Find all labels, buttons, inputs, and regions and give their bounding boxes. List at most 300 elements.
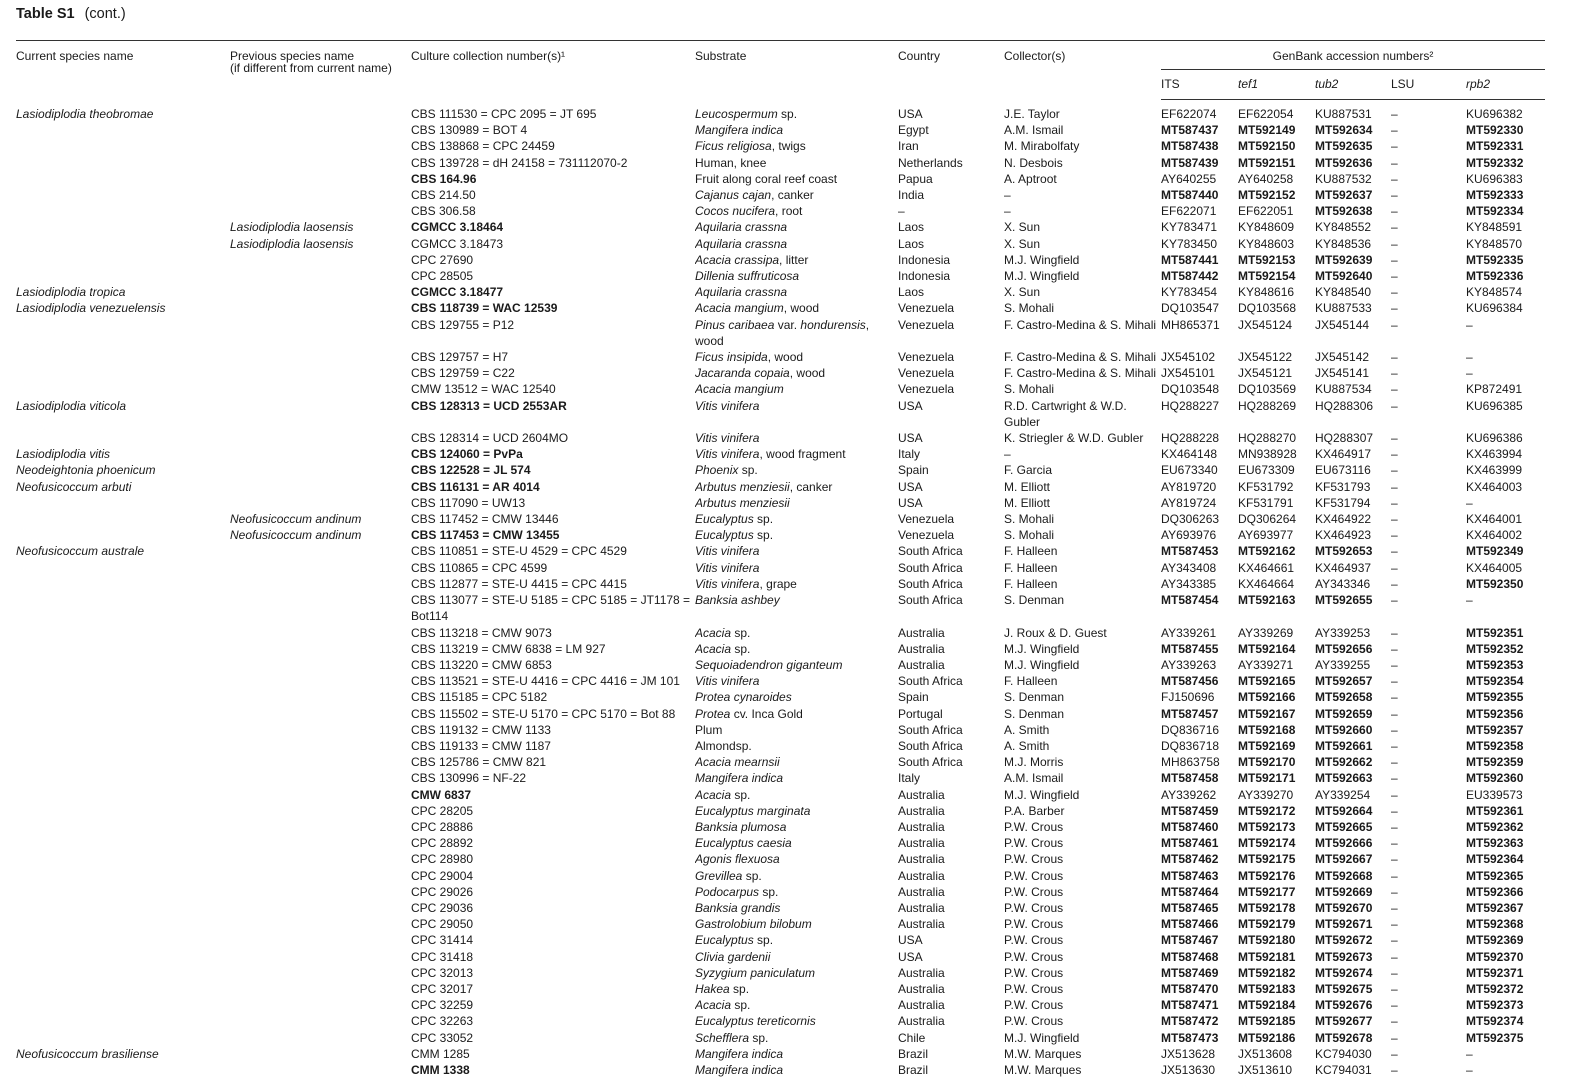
- culture-collection-cell: CPC 31418: [411, 949, 695, 965]
- previous-species-cell: [230, 365, 411, 381]
- lsu-cell: –: [1391, 100, 1466, 123]
- country-cell: South Africa: [898, 576, 1004, 592]
- current-species-cell: [16, 965, 230, 981]
- text-run: cv. Inca Gold: [730, 707, 802, 721]
- text-run: CBS 128313 = UCD 2553AR: [411, 399, 567, 413]
- lsu-cell: –: [1391, 997, 1466, 1013]
- culture-collection-cell: CPC 29050: [411, 916, 695, 932]
- previous-species-cell: [230, 560, 411, 576]
- substrate-cell: [695, 738, 898, 754]
- its-cell: HQ288227: [1161, 398, 1238, 430]
- tef1-cell: MT592173: [1238, 819, 1315, 835]
- table-row: [16, 770, 1545, 786]
- lsu-cell: –: [1391, 673, 1466, 689]
- country-cell: South Africa: [898, 673, 1004, 689]
- lsu-cell: –: [1391, 932, 1466, 948]
- collectors-cell: P.W. Crous: [1004, 900, 1161, 916]
- tef1-cell: MT592172: [1238, 803, 1315, 819]
- tef1-cell: HQ288270: [1238, 430, 1315, 446]
- tub2-cell: KF531794: [1315, 495, 1391, 511]
- table-row: [16, 138, 1545, 154]
- text-run: , wood: [695, 318, 869, 348]
- substrate-cell: [695, 511, 898, 527]
- country-cell: Australia: [898, 997, 1004, 1013]
- rpb2-cell: KU696384: [1466, 300, 1545, 316]
- table-row: [16, 576, 1545, 592]
- tub2-cell: KU887534: [1315, 381, 1391, 397]
- country-cell: Iran: [898, 138, 1004, 154]
- lsu-cell: –: [1391, 689, 1466, 705]
- rpb2-cell: KX463999: [1466, 462, 1545, 478]
- text-run: Vitis vinifera: [695, 447, 759, 461]
- text-run: CBS 164.96: [411, 172, 476, 186]
- current-species-cell: Neofusicoccum brasiliense: [16, 1046, 230, 1062]
- text-run: Syzygium paniculatum: [695, 966, 815, 980]
- table-body: [16, 100, 1545, 1078]
- substrate-cell: [695, 592, 898, 624]
- country-cell: Australia: [898, 916, 1004, 932]
- its-cell: EF622074: [1161, 100, 1238, 123]
- tub2-cell: MT592658: [1315, 689, 1391, 705]
- previous-species-cell: [230, 803, 411, 819]
- collectors-cell: X. Sun: [1004, 219, 1161, 235]
- culture-collection-cell: CGMCC 3.18473: [411, 236, 695, 252]
- substrate-cell: [695, 155, 898, 171]
- substrate-cell: [695, 819, 898, 835]
- tef1-cell: MT592162: [1238, 543, 1315, 559]
- previous-species-cell: [230, 673, 411, 689]
- rpb2-cell: MT592354: [1466, 673, 1545, 689]
- current-species-cell: Lasiodiplodia venezuelensis: [16, 300, 230, 316]
- text-run: Mangifera indica: [695, 771, 783, 785]
- its-cell: MT587471: [1161, 997, 1238, 1013]
- tub2-cell: HQ288306: [1315, 398, 1391, 430]
- tef1-cell: AY339269: [1238, 625, 1315, 641]
- rpb2-cell: KX464003: [1466, 479, 1545, 495]
- country-cell: Australia: [898, 657, 1004, 673]
- tub2-cell: MT592668: [1315, 868, 1391, 884]
- country-cell: Australia: [898, 787, 1004, 803]
- its-cell: MT587465: [1161, 900, 1238, 916]
- rpb2-cell: –: [1466, 495, 1545, 511]
- its-cell: MT587468: [1161, 949, 1238, 965]
- current-species-cell: [16, 835, 230, 851]
- text-run: Arbutus menziesii: [695, 496, 790, 510]
- culture-collection-cell: [411, 787, 695, 803]
- current-species-cell: [16, 592, 230, 624]
- header-locus-rpb2: rpb2: [1466, 70, 1545, 100]
- collectors-cell: M.J. Wingfield: [1004, 787, 1161, 803]
- tub2-cell: JX545142: [1315, 349, 1391, 365]
- country-cell: USA: [898, 949, 1004, 965]
- collectors-cell: S. Mohali: [1004, 527, 1161, 543]
- country-cell: Portugal: [898, 706, 1004, 722]
- tub2-cell: KU887533: [1315, 300, 1391, 316]
- rpb2-cell: MT592375: [1466, 1030, 1545, 1046]
- text-run: CBS 117453 = CMW 13455: [411, 528, 559, 542]
- collectors-cell: A. Smith: [1004, 738, 1161, 754]
- tub2-cell: KY848536: [1315, 236, 1391, 252]
- tef1-cell: MT592185: [1238, 1013, 1315, 1029]
- tub2-cell: MT592655: [1315, 592, 1391, 624]
- current-species-cell: [16, 495, 230, 511]
- substrate-cell: [695, 657, 898, 673]
- collectors-cell: X. Sun: [1004, 236, 1161, 252]
- collectors-cell: –: [1004, 187, 1161, 203]
- tef1-cell: MN938928: [1238, 446, 1315, 462]
- text-run: , wood: [790, 366, 825, 380]
- country-cell: Netherlands: [898, 155, 1004, 171]
- tub2-cell: EU673116: [1315, 462, 1391, 478]
- current-species-cell: [16, 949, 230, 965]
- text-run: Arbutus menziesii: [695, 480, 790, 494]
- its-cell: MT587453: [1161, 543, 1238, 559]
- culture-collection-cell: CPC 28505: [411, 268, 695, 284]
- table-row: [16, 819, 1545, 835]
- lsu-cell: –: [1391, 706, 1466, 722]
- current-species-cell: [16, 657, 230, 673]
- text-run: Mangifera indica: [695, 123, 783, 137]
- current-species-cell: [16, 981, 230, 997]
- its-cell: AY819720: [1161, 479, 1238, 495]
- text-run: Hakea: [695, 982, 730, 996]
- substrate-cell: [695, 284, 898, 300]
- culture-collection-cell: CBS 138868 = CPC 24459: [411, 138, 695, 154]
- table-row: [16, 268, 1545, 284]
- rpb2-cell: MT592334: [1466, 203, 1545, 219]
- country-cell: Papua: [898, 171, 1004, 187]
- country-cell: Venezuela: [898, 317, 1004, 349]
- previous-species-cell: [230, 155, 411, 171]
- previous-species-cell: [230, 398, 411, 430]
- its-cell: DQ836718: [1161, 738, 1238, 754]
- text-run: , wood: [784, 301, 819, 315]
- text-run: Acacia: [695, 626, 731, 640]
- collectors-cell: M. Elliott: [1004, 479, 1161, 495]
- collectors-cell: J.E. Taylor: [1004, 100, 1161, 123]
- tef1-cell: MT592171: [1238, 770, 1315, 786]
- table-row: [16, 997, 1545, 1013]
- its-cell: MT587454: [1161, 592, 1238, 624]
- culture-collection-cell: CPC 28980: [411, 851, 695, 867]
- culture-collection-cell: [411, 171, 695, 187]
- current-species-cell: [16, 932, 230, 948]
- tef1-cell: MT592183: [1238, 981, 1315, 997]
- tub2-cell: MT592676: [1315, 997, 1391, 1013]
- collectors-cell: P.W. Crous: [1004, 965, 1161, 981]
- tef1-cell: MT592175: [1238, 851, 1315, 867]
- culture-collection-cell: CPC 28892: [411, 835, 695, 851]
- previous-species-cell: [230, 932, 411, 948]
- table-row: [16, 722, 1545, 738]
- collectors-cell: P.W. Crous: [1004, 949, 1161, 965]
- tef1-cell: EF622051: [1238, 203, 1315, 219]
- culture-collection-cell: CBS 110865 = CPC 4599: [411, 560, 695, 576]
- tef1-cell: MT592167: [1238, 706, 1315, 722]
- text-run: CMM 1338: [411, 1063, 470, 1077]
- rpb2-cell: –: [1466, 592, 1545, 624]
- tef1-cell: MT592152: [1238, 187, 1315, 203]
- culture-collection-cell: [411, 527, 695, 543]
- collectors-cell: M. Elliott: [1004, 495, 1161, 511]
- previous-species-cell: [230, 300, 411, 316]
- collectors-cell: A.M. Ismail: [1004, 122, 1161, 138]
- text-run: sp.: [731, 998, 750, 1012]
- lsu-cell: –: [1391, 365, 1466, 381]
- country-cell: Australia: [898, 900, 1004, 916]
- previous-species-cell: [230, 900, 411, 916]
- its-cell: MT587457: [1161, 706, 1238, 722]
- text-run: Schefflera: [695, 1031, 749, 1045]
- substrate-cell: [695, 900, 898, 916]
- substrate-cell: [695, 965, 898, 981]
- tef1-cell: MT592184: [1238, 997, 1315, 1013]
- its-cell: AY339261: [1161, 625, 1238, 641]
- text-run: CBS 116131 = AR 4014: [411, 480, 540, 494]
- text-run: Eucalyptus caesia: [695, 836, 792, 850]
- rpb2-cell: MT592369: [1466, 932, 1545, 948]
- current-species-cell: Neofusicoccum arbuti: [16, 479, 230, 495]
- table-caption: [16, 6, 126, 22]
- table-row: [16, 738, 1545, 754]
- tub2-cell: MT592639: [1315, 252, 1391, 268]
- text-run: Vitis vinifera: [695, 544, 759, 558]
- tub2-cell: MT592659: [1315, 706, 1391, 722]
- previous-species-cell: [230, 317, 411, 349]
- text-run: CMW 6837: [411, 788, 471, 802]
- collectors-cell: P.W. Crous: [1004, 1013, 1161, 1029]
- substrate-cell: [695, 851, 898, 867]
- table-row: [16, 203, 1545, 219]
- current-species-cell: [16, 722, 230, 738]
- text-run: Acacia: [695, 788, 731, 802]
- collectors-cell: A. Smith: [1004, 722, 1161, 738]
- table-row: [16, 543, 1545, 559]
- substrate-cell: [695, 138, 898, 154]
- tef1-cell: KY848616: [1238, 284, 1315, 300]
- collectors-cell: M.W. Marques: [1004, 1046, 1161, 1062]
- collectors-cell: M.J. Wingfield: [1004, 268, 1161, 284]
- lsu-cell: –: [1391, 317, 1466, 349]
- culture-collection-cell: CMM 1285: [411, 1046, 695, 1062]
- substrate-cell: [695, 462, 898, 478]
- tub2-cell: AY339253: [1315, 625, 1391, 641]
- rpb2-cell: MT592362: [1466, 819, 1545, 835]
- country-cell: Venezuela: [898, 365, 1004, 381]
- substrate-cell: [695, 576, 898, 592]
- current-species-cell: [16, 219, 230, 235]
- country-cell: Australia: [898, 868, 1004, 884]
- current-species-cell: [16, 349, 230, 365]
- tef1-cell: JX545121: [1238, 365, 1315, 381]
- previous-species-cell: [230, 462, 411, 478]
- previous-species-cell: [230, 479, 411, 495]
- rpb2-cell: MT592331: [1466, 138, 1545, 154]
- header-locus-lsu: LSU: [1391, 70, 1466, 100]
- tef1-cell: MT592182: [1238, 965, 1315, 981]
- tef1-cell: HQ288269: [1238, 398, 1315, 430]
- text-run: Banksia plumosa: [695, 820, 786, 834]
- its-cell: AY819724: [1161, 495, 1238, 511]
- text-run: , canker: [771, 188, 814, 202]
- substrate-cell: [695, 381, 898, 397]
- tef1-cell: KF531792: [1238, 479, 1315, 495]
- collectors-cell: M.J. Wingfield: [1004, 641, 1161, 657]
- tef1-cell: MT592186: [1238, 1030, 1315, 1046]
- text-run: Eucalyptus tereticornis: [695, 1014, 816, 1028]
- lsu-cell: –: [1391, 171, 1466, 187]
- country-cell: Australia: [898, 981, 1004, 997]
- country-cell: USA: [898, 100, 1004, 123]
- culture-collection-cell: CBS 214.50: [411, 187, 695, 203]
- country-cell: Laos: [898, 284, 1004, 300]
- text-run: Cajanus cajan: [695, 188, 771, 202]
- rpb2-cell: MT592359: [1466, 754, 1545, 770]
- collectors-cell: P.W. Crous: [1004, 819, 1161, 835]
- country-cell: Australia: [898, 835, 1004, 851]
- substrate-cell: [695, 835, 898, 851]
- text-run: Ficus religiosa: [695, 139, 772, 153]
- current-species-cell: [16, 560, 230, 576]
- tef1-cell: KY848603: [1238, 236, 1315, 252]
- text-run: Mangifera indica: [695, 1063, 783, 1077]
- lsu-cell: –: [1391, 187, 1466, 203]
- its-cell: MT587462: [1161, 851, 1238, 867]
- table-row: [16, 835, 1545, 851]
- collectors-cell: F. Castro-Medina & S. Mihali: [1004, 317, 1161, 349]
- text-run: sp.: [749, 1031, 768, 1045]
- culture-collection-cell: CPC 29004: [411, 868, 695, 884]
- current-species-cell: Neofusicoccum australe: [16, 543, 230, 559]
- table-row: [16, 673, 1545, 689]
- previous-species-cell: [230, 884, 411, 900]
- its-cell: JX545101: [1161, 365, 1238, 381]
- table-row: [16, 625, 1545, 641]
- culture-collection-cell: CPC 29036: [411, 900, 695, 916]
- substrate-cell: [695, 1030, 898, 1046]
- country-cell: Chile: [898, 1030, 1004, 1046]
- text-run: Podocarpus: [695, 885, 759, 899]
- tub2-cell: KC794031: [1315, 1062, 1391, 1078]
- tub2-cell: KX464922: [1315, 511, 1391, 527]
- country-cell: Venezuela: [898, 511, 1004, 527]
- previous-species-cell: [230, 268, 411, 284]
- rpb2-cell: MT592358: [1466, 738, 1545, 754]
- rpb2-cell: KU696386: [1466, 430, 1545, 446]
- tub2-cell: JX545141: [1315, 365, 1391, 381]
- its-cell: JX545102: [1161, 349, 1238, 365]
- table-row: [16, 252, 1545, 268]
- country-cell: Venezuela: [898, 527, 1004, 543]
- its-cell: KX464148: [1161, 446, 1238, 462]
- tef1-cell: AY693977: [1238, 527, 1315, 543]
- current-species-cell: [16, 770, 230, 786]
- lsu-cell: –: [1391, 252, 1466, 268]
- collectors-cell: P.W. Crous: [1004, 835, 1161, 851]
- tub2-cell: MT592663: [1315, 770, 1391, 786]
- previous-species-cell: [230, 835, 411, 851]
- substrate-cell: [695, 122, 898, 138]
- previous-species-cell: [230, 1030, 411, 1046]
- substrate-cell: [695, 252, 898, 268]
- substrate-cell: [695, 981, 898, 997]
- tub2-cell: MT592678: [1315, 1030, 1391, 1046]
- tub2-cell: AY339255: [1315, 657, 1391, 673]
- lsu-cell: –: [1391, 122, 1466, 138]
- current-species-cell: [16, 738, 230, 754]
- text-run: , twigs: [772, 139, 806, 153]
- its-cell: MT587473: [1161, 1030, 1238, 1046]
- rpb2-cell: EU339573: [1466, 787, 1545, 803]
- country-cell: Laos: [898, 219, 1004, 235]
- tub2-cell: KU887531: [1315, 100, 1391, 123]
- current-species-cell: Lasiodiplodia tropica: [16, 284, 230, 300]
- culture-collection-cell: CMW 13512 = WAC 12540: [411, 381, 695, 397]
- text-run: sp.: [742, 869, 761, 883]
- rpb2-cell: MT592374: [1466, 1013, 1545, 1029]
- previous-species-cell: [230, 203, 411, 219]
- rpb2-cell: MT592360: [1466, 770, 1545, 786]
- tef1-cell: JX513608: [1238, 1046, 1315, 1062]
- tub2-cell: MT592675: [1315, 981, 1391, 997]
- its-cell: MH865371: [1161, 317, 1238, 349]
- tub2-cell: MT592661: [1315, 738, 1391, 754]
- lsu-cell: –: [1391, 479, 1466, 495]
- lsu-cell: –: [1391, 900, 1466, 916]
- current-species-cell: [16, 851, 230, 867]
- culture-collection-cell: CBS 113521 = STE-U 4416 = CPC 4416 = JM 101: [411, 673, 695, 689]
- country-cell: South Africa: [898, 738, 1004, 754]
- previous-species-cell: Neofusicoccum andinum: [230, 527, 411, 543]
- data-table: [16, 40, 1545, 1078]
- lsu-cell: –: [1391, 236, 1466, 252]
- substrate-cell: [695, 625, 898, 641]
- table-row: [16, 932, 1545, 948]
- substrate-cell: [695, 770, 898, 786]
- text-run: sp.: [730, 982, 749, 996]
- collectors-cell: F. Halleen: [1004, 673, 1161, 689]
- rpb2-cell: MT592372: [1466, 981, 1545, 997]
- tef1-cell: MT592179: [1238, 916, 1315, 932]
- previous-species-cell: [230, 641, 411, 657]
- table-row: [16, 300, 1545, 316]
- current-species-cell: [16, 122, 230, 138]
- tub2-cell: MT592672: [1315, 932, 1391, 948]
- tef1-cell: MT592163: [1238, 592, 1315, 624]
- text-run: Vitis vinifera: [695, 577, 759, 591]
- collectors-cell: –: [1004, 446, 1161, 462]
- culture-collection-cell: CPC 29026: [411, 884, 695, 900]
- country-cell: Australia: [898, 1013, 1004, 1029]
- tub2-cell: MT592670: [1315, 900, 1391, 916]
- tub2-cell: MT592666: [1315, 835, 1391, 851]
- its-cell: MT587437: [1161, 122, 1238, 138]
- tub2-cell: JX545144: [1315, 317, 1391, 349]
- substrate-cell: [695, 100, 898, 123]
- lsu-cell: –: [1391, 851, 1466, 867]
- rpb2-cell: MT592371: [1466, 965, 1545, 981]
- tub2-cell: KX464917: [1315, 446, 1391, 462]
- table-row: [16, 187, 1545, 203]
- text-run: Protea cynaroides: [695, 690, 792, 704]
- text-run: CBS 118739 = WAC 12539: [411, 301, 557, 315]
- tef1-cell: MT592178: [1238, 900, 1315, 916]
- lsu-cell: –: [1391, 284, 1466, 300]
- header-previous-species: [230, 41, 411, 100]
- lsu-cell: –: [1391, 138, 1466, 154]
- tef1-cell: JX545124: [1238, 317, 1315, 349]
- current-species-cell: [16, 576, 230, 592]
